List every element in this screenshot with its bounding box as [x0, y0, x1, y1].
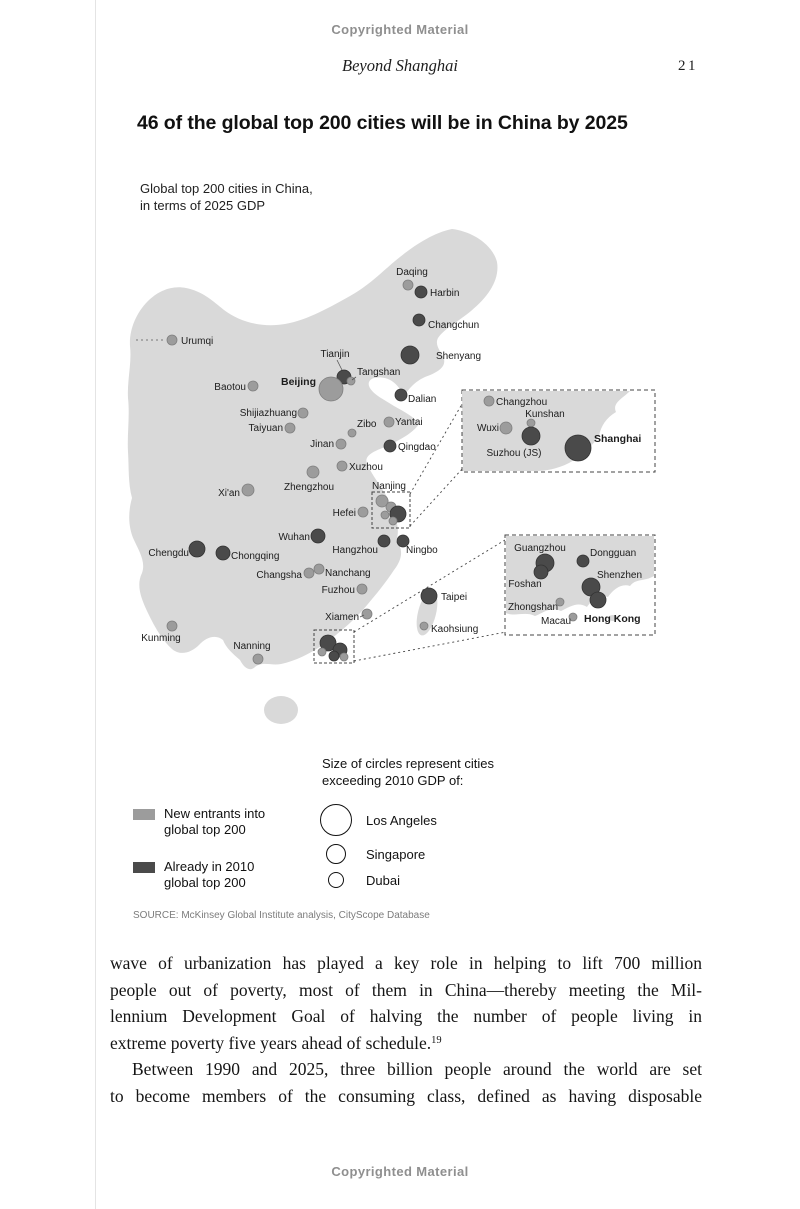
city-label: Jinan — [310, 439, 334, 450]
city-label: Kaohsiung — [431, 624, 479, 635]
city-label: Nanjing — [372, 481, 406, 492]
urumqi-dot — [167, 335, 177, 345]
changchun-dot — [413, 314, 425, 326]
city-label: Taipei — [441, 592, 468, 603]
changzhou-dot — [484, 396, 494, 406]
size-legend-header-line1: Size of circles represent cities — [322, 756, 494, 771]
dongguan-dot — [577, 555, 589, 567]
city-label: Shenzhen — [597, 570, 643, 581]
footnote-ref: 19 — [431, 1034, 442, 1046]
yantai-dot — [384, 417, 394, 427]
body-line: to become members of the consuming class, defined as having disposable — [110, 1085, 702, 1106]
city-label: Shanghai — [594, 433, 642, 445]
size-circle-wrap — [318, 872, 354, 888]
nanchang-dot — [314, 564, 324, 574]
suzhou-js--dot — [522, 427, 540, 445]
size-legend-label: Singapore — [366, 846, 426, 862]
paragraph — [110, 1056, 702, 1109]
kaohsiung-dot — [420, 622, 428, 630]
city-label: Nanning — [233, 641, 271, 652]
xuzhou-dot — [337, 461, 347, 471]
city-label: Ningbo — [406, 545, 438, 556]
figure-subtitle-line2: in terms of 2025 GDP — [140, 198, 265, 213]
daqing-dot — [403, 280, 413, 290]
inset-connector-line — [410, 468, 463, 526]
city-label: Beijing — [280, 376, 316, 388]
nanning-dot — [253, 654, 263, 664]
changsha-dot — [304, 568, 314, 578]
city-label: Changzhou — [496, 397, 548, 408]
page-number: 21 — [678, 58, 698, 74]
city-label: Urumqi — [181, 336, 214, 347]
xi-an-dot — [242, 484, 254, 496]
city-label: Hong Kong — [584, 613, 641, 625]
hong-kong-dot — [590, 592, 606, 608]
qingdao-dot — [384, 440, 396, 452]
dalian-dot — [395, 389, 407, 401]
city-label: Chongqing — [231, 551, 280, 562]
copyright-notice-bottom: Copyrighted Material — [331, 1164, 469, 1179]
city-label: Wuhan — [278, 532, 310, 543]
size-legend-header — [322, 755, 494, 789]
kunming-dot — [167, 621, 177, 631]
city-label: Shijiazhuang — [239, 408, 297, 419]
figure-subtitle-line1: Global top 200 cities in China, — [140, 181, 313, 196]
running-head: Beyond Shanghai — [342, 56, 458, 75]
city-label: Macau — [540, 616, 572, 627]
city-label: Foshan — [508, 579, 542, 590]
city-label: Taiyuan — [248, 423, 283, 434]
size-legend-item — [318, 872, 437, 888]
size-legend-label: Dubai — [366, 872, 400, 888]
cluster-city-dot — [381, 511, 389, 519]
cluster-city-dot — [318, 648, 326, 656]
body-line: Between 1990 and 2025, three billion people around the world are set — [132, 1059, 702, 1079]
chongqing-dot — [216, 546, 230, 560]
city-label: Suzhou (JS) — [486, 448, 542, 459]
cluster-city-dot — [329, 651, 339, 661]
copyright-notice-top: Copyrighted Material — [331, 22, 469, 37]
size-circle-wrap — [318, 844, 354, 864]
paragraph — [110, 950, 702, 1056]
hainan-island-shape — [264, 696, 298, 724]
zibo-dot — [348, 429, 356, 437]
city-label: Chengdu — [148, 548, 189, 559]
shijiazhuang-dot — [298, 408, 308, 418]
beijing-dot — [319, 377, 343, 401]
city-label: Kunshan — [525, 409, 565, 420]
city-label: Hangzhou — [332, 545, 378, 556]
chengdu-dot — [189, 541, 205, 557]
city-label: Yantai — [395, 417, 423, 428]
status-legend-item — [133, 806, 265, 838]
status-swatch — [133, 809, 155, 820]
status-legend-label: Already in 2010 global top 200 — [164, 859, 255, 890]
wuhan-dot — [311, 529, 325, 543]
size-legend-item — [318, 804, 437, 836]
city-label: Kunming — [141, 633, 181, 644]
body-line: people out of poverty, most of them in China—thereby meeting the Mil- — [110, 979, 702, 1000]
city-label: Baotou — [214, 382, 246, 393]
size-reference-circle — [328, 872, 344, 888]
harbin-dot — [415, 286, 427, 298]
xiamen-dot — [362, 609, 372, 619]
jinan-dot — [336, 439, 346, 449]
fuzhou-dot — [357, 584, 367, 594]
city-label: Wuxi — [476, 423, 499, 434]
city-label: Nanchang — [325, 568, 371, 579]
status-legend — [133, 806, 265, 912]
city-label: Tianjin — [320, 349, 350, 360]
body-line: lennium Development Goal of halving the number of people living in — [110, 1006, 702, 1026]
size-reference-circle — [326, 844, 346, 864]
baotou-dot — [248, 381, 258, 391]
city-label: Changchun — [428, 320, 480, 331]
cluster-city-dot — [389, 517, 397, 525]
city-label: Dalian — [408, 394, 437, 405]
taipei-dot — [421, 588, 437, 604]
kunshan-dot — [527, 419, 535, 427]
status-legend-item — [133, 859, 265, 891]
city-label: Fuzhou — [321, 585, 355, 596]
zhengzhou-dot — [307, 466, 319, 478]
body-line: extreme poverty five years ahead of schedule.$^{19}$ — [110, 1032, 442, 1053]
size-legend-item — [318, 844, 437, 864]
body-text — [110, 950, 702, 1109]
status-swatch — [133, 862, 155, 873]
inset-connector-line — [354, 632, 506, 661]
size-legend-header-line2: exceeding 2010 GDP of: — [322, 773, 464, 788]
hefei-dot — [358, 507, 368, 517]
city-label: Tangshan — [357, 367, 401, 378]
foshan-dot — [534, 565, 548, 579]
hangzhou-dot — [378, 535, 390, 547]
city-label: Daqing — [396, 267, 428, 278]
city-label: Harbin — [430, 288, 460, 299]
source-note: SOURCE: McKinsey Global Institute analysis, CityScope Database — [133, 910, 430, 921]
size-legend-label: Los Angeles — [366, 812, 437, 828]
city-label: Xi'an — [218, 488, 240, 499]
cluster-city-dot — [340, 653, 348, 661]
status-legend-label: New entrants into global top 200 — [164, 806, 266, 837]
shenyang-dot — [401, 346, 419, 364]
wuxi-dot — [500, 422, 512, 434]
figure-title: 46 of the global top 200 cities will be in China by 2025 — [137, 112, 628, 134]
city-label: Zhongshan — [507, 602, 559, 613]
city-label: Xuzhou — [349, 462, 383, 473]
body-line: wave of urbanization has played a key role in helping to lift 700 million — [110, 953, 702, 973]
city-label: Xiamen — [325, 612, 359, 623]
size-circle-wrap — [318, 804, 354, 836]
city-label: Changsha — [256, 570, 302, 581]
city-label: Zhengzhou — [283, 482, 335, 493]
size-legend — [318, 804, 437, 896]
size-reference-circle — [320, 804, 352, 836]
city-label: Shenyang — [436, 351, 482, 362]
shanghai-dot — [565, 435, 591, 461]
city-label: Dongguan — [590, 548, 637, 559]
city-label: Hefei — [332, 508, 356, 519]
taiyuan-dot — [285, 423, 295, 433]
city-label: Qingdao — [398, 442, 436, 453]
city-label: Guangzhou — [514, 543, 566, 554]
city-label: Zibo — [357, 419, 377, 430]
